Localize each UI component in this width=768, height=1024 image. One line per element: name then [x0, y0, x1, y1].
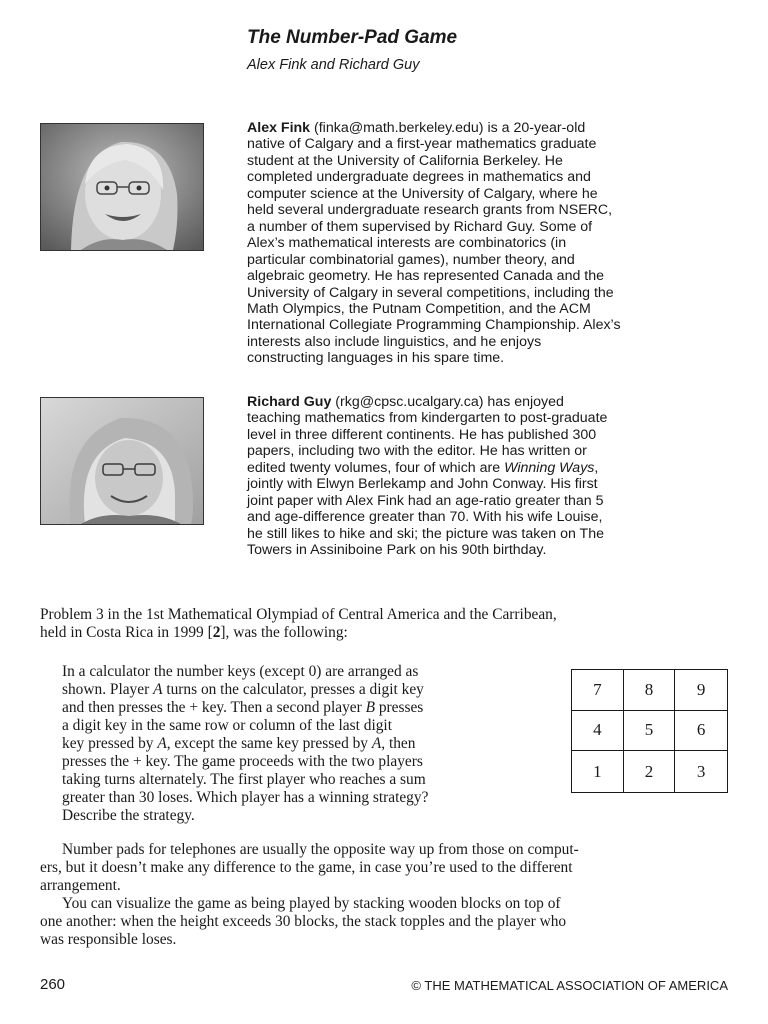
reference-link[interactable]: 2: [212, 624, 221, 641]
copyright-icon: ©: [411, 978, 421, 993]
intro-paragraph: Problem 3 in the 1st Mathematical Olympiad of Central America and the Carribean, held in Costa Rica in 1999 [2], was the following:: [40, 606, 557, 641]
book-title: Winning Ways: [504, 459, 595, 476]
keypad-key-7: 7: [572, 670, 624, 711]
keypad-key-2: 2: [624, 751, 676, 792]
portrait-photo-richard-guy: [40, 397, 204, 525]
keypad-key-1: 1: [572, 751, 624, 792]
portrait-icon: [41, 398, 203, 524]
article-authors: Alex Fink and Richard Guy: [247, 57, 420, 73]
bio-alex-fink: Alex Fink (finka@math.berkeley.edu) is a 20-year-old native of Calgary and a first-year mathematics graduate student at the University of California Berkeley. He completed undergraduate degrees in mathematics and computer science at the University of Calgary, where he held several undergraduate research grants from NSERC, a number of them supervised by Richard Guy. Some of Alex’s mathematical interests are combinatorics (in particular combinatorial games), number theory, and algebraic geometry. He has represented Canada and the University of Calgary in several competitions, including the Math Olympics, the Putnam Competition, and the ACM International Collegiate Programming Championship. Alex’s interests also include linguistics, and he enjoys constructing languages in his spare time.: [247, 120, 621, 367]
bio-name: Alex Fink: [247, 120, 311, 136]
page-number: 260: [40, 976, 66, 993]
keypad-key-6: 6: [675, 711, 727, 752]
keypad-key-3: 3: [696, 761, 706, 781]
keypad-key-4: 4: [572, 711, 624, 752]
paragraph-number-pads: Number pads for telephones are usually the opposite way up from those on comput- ers, but it doesn’t make any difference to the game, in case you’re used to the different arrangement.: [40, 841, 579, 894]
footer-copyright: © THE MATHEMATICAL ASSOCIATION OF AMERICA: [411, 978, 728, 993]
article-title: The Number-Pad Game: [247, 27, 458, 48]
problem-statement: In a calculator the number keys (except 0) are arranged as shown. Player A turns on the calculator, presses a digit key and then presses the + key. Then a second player B presses a digit key in the same row or column of the last digit key pressed by A, except the same key pressed by A, then presses the + key. The game proceeds with the two players taking turns alternately. The first player who reaches a sum greater than 30 loses. Which player has a winning strategy? Describe the strategy.: [62, 663, 429, 824]
portrait-icon: [41, 124, 203, 250]
keypad-key-8: 8: [624, 670, 676, 711]
portrait-photo-alex-fink: [40, 123, 204, 251]
bio-name: Richard Guy: [247, 394, 332, 410]
bio-richard-guy: Richard Guy (rkg@cpsc.ucalgary.ca) has enjoyed teaching mathematics from kindergarten to post-graduate level in three different continents. He has published 300 papers, including two with the editor. He has written or edited twenty volumes, four of which are Winning Ways, jointly with Elwyn Berlekamp and John Conway. His first joint paper with Alex Fink had an age-ratio greater than 5 and age-difference greater than 70. With his wife Louise, he still likes to hike and ski; the picture was taken on The Towers in Assiniboine Park on his 90th birthday.: [247, 394, 608, 559]
number-keypad-diagram: [571, 669, 728, 793]
keypad-key-5: 5: [624, 711, 676, 752]
paragraph-wooden-blocks: You can visualize the game as being played by stacking wooden blocks on top of one another: when the height exceeds 30 blocks, the stack topples and the player who was responsible loses.: [40, 895, 567, 948]
keypad-key-9: 9: [675, 670, 727, 711]
